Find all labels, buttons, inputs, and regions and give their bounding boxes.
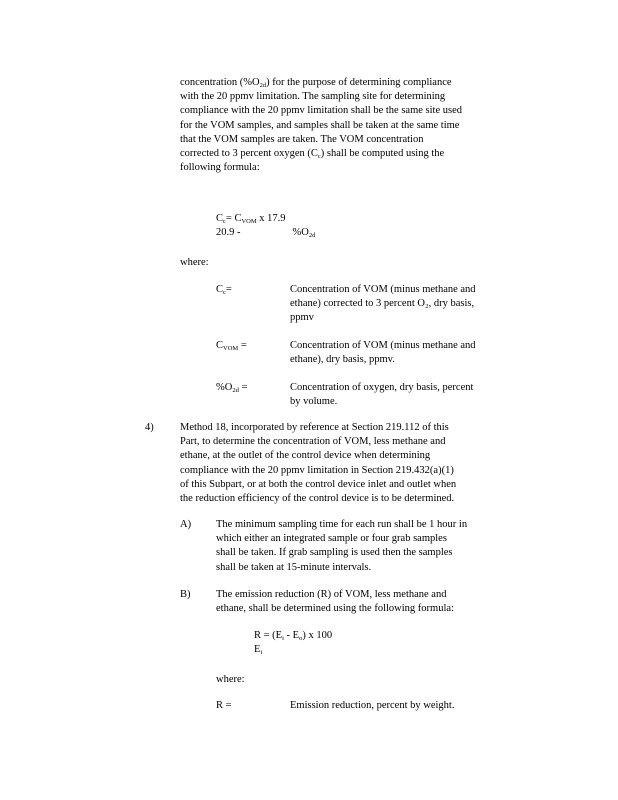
where-label-1: where:	[180, 257, 209, 268]
intro-line-3: compliance with the 20 ppmv limitation shall be the same site used	[180, 105, 462, 117]
def-r-text: Emission reduction, percent by weight.	[290, 700, 455, 711]
item-4-number: 4)	[145, 422, 154, 433]
def-o2d-symbol: $\%O_{2d}$ =	[216, 382, 248, 394]
item-b-label: B)	[180, 589, 191, 600]
formula-cc	[216, 212, 416, 240]
intro-line-1: concentration $(\%O_{2d})$ for the purpose of determining compliance	[180, 77, 452, 89]
formula-r-denominator: $E_i$	[254, 644, 263, 657]
def-cc-text: Concentration of VOM (minus methane and ethane) corrected to 3 percent O₂, dry basis, ppmv	[290, 284, 476, 324]
def-o2d-text: Concentration of oxygen, dry basis, percent by volume.	[290, 382, 474, 408]
intro-line-6: corrected to 3 percent oxygen $(C_c)$ shall be computed using the	[180, 148, 445, 161]
item-a-label: A)	[180, 519, 192, 530]
formula-r	[254, 629, 454, 657]
item-4-text: Method 18, incorporated by reference at Section 219.112 of this Part, to determine the concentration of VOM, less methane and ethane, at the outlet of the control device when determining compliance with the 20 ppmv limitation in Section 219.432(a)(1) of this Subpart, or at both the control device inlet and outlet when the reduction efficiency of the control device is to be determined.	[180, 422, 457, 505]
intro-paragraph	[180, 76, 500, 175]
where-label-2: where:	[216, 674, 245, 685]
intro-line-4: for the VOM samples, and samples shall be taken at the same time	[180, 119, 460, 131]
def-r-symbol: R =	[216, 700, 232, 711]
def-cc-symbol: $C_c=$	[216, 284, 232, 296]
item-b-text: The emission reduction (R) of VOM, less methane and ethane, shall be determined using the following formula:	[216, 589, 454, 615]
intro-line-2: with the 20 ppmv limitation. The sampling site for determining	[180, 91, 446, 103]
item-a-text: The minimum sampling time for each run shall be 1 hour in which either an integrated sample or four grab samples shall be taken. If grab sampling is used then the samples shall be taken at 15-minute intervals.	[216, 519, 468, 573]
formula-r-numerator: $R = (E_i - E_o)$ x 100	[254, 630, 333, 642]
def-cvom-text: Concentration of VOM (minus methane and ethane), dry basis, ppmv.	[290, 340, 476, 366]
intro-line-7: following formula:	[180, 162, 260, 174]
def-cvom-symbol: $C_{VOM}$ =	[216, 340, 247, 352]
formula-cc-denominator: $20.9 - \%O_{2d}$	[216, 227, 316, 240]
intro-line-5: that the VOM samples are taken. The VOM concentration	[180, 133, 424, 145]
formula-cc-numerator: $C_c= C_{VOM}$ x 17.9	[216, 213, 286, 225]
